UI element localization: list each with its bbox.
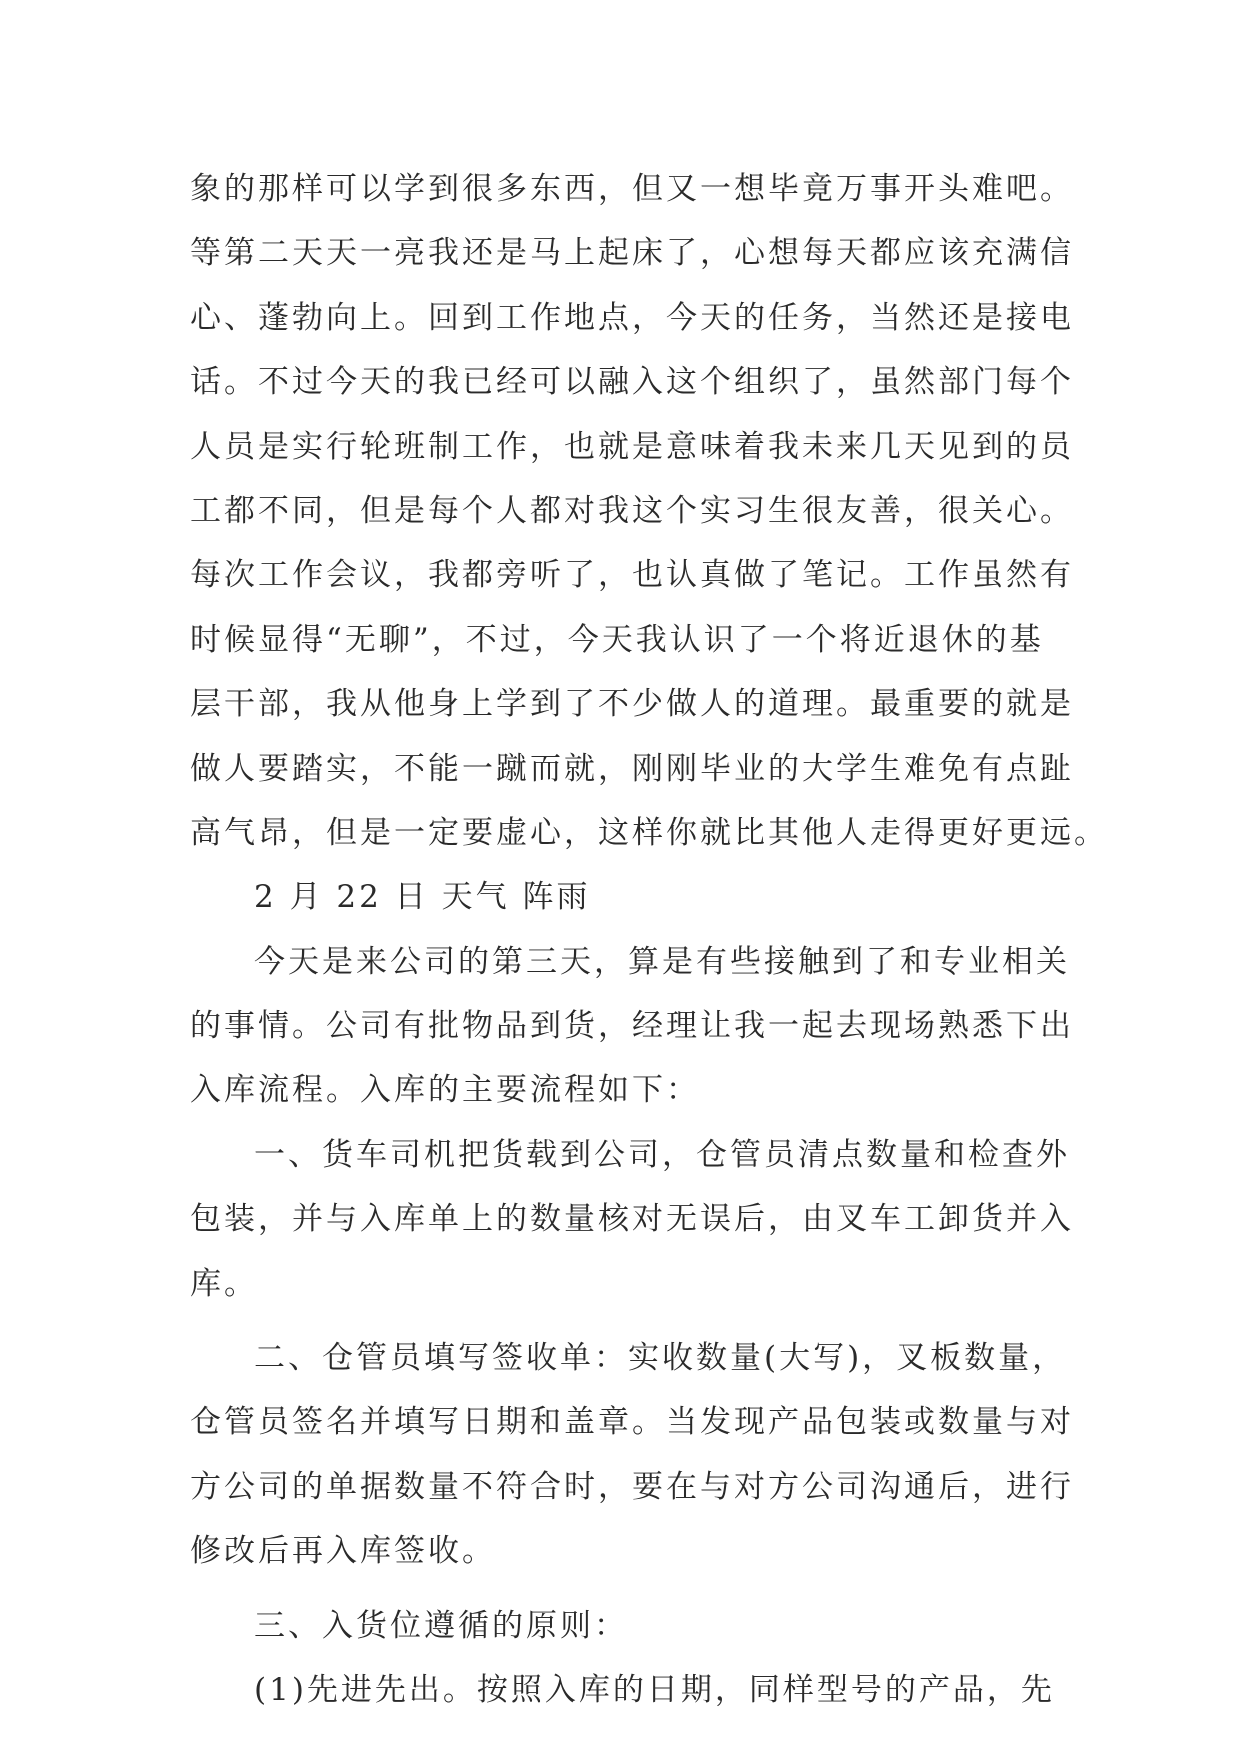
text-line: 工都不同，但是每个人都对我这个实习生很友善，很关心。	[190, 492, 1074, 529]
paragraph-start: 今天是来公司的第三天，算是有些接触到了和专业相关	[254, 943, 1070, 980]
text-line: 心、蓬勃向上。回到工作地点，今天的任务，当然还是接电	[190, 299, 1074, 336]
text-line: 每次工作会议，我都旁听了，也认真做了笔记。工作虽然有	[190, 557, 1074, 594]
text-line: 修改后再入库签收。	[190, 1533, 496, 1570]
text-line: 层干部，我从他身上学到了不少做人的道理。最重要的就是	[190, 686, 1074, 723]
sub-item-1: (1)先进先出。按照入库的日期，同样型号的产品，先	[254, 1671, 1055, 1708]
list-item-3: 三、入货位遵循的原则：	[254, 1607, 628, 1644]
text-line: 仓管员签名并填写日期和盖章。当发现产品包装或数量与对	[190, 1404, 1074, 1441]
text-line: 等第二天天一亮我还是马上起床了，心想每天都应该充满信	[190, 235, 1074, 272]
date-weather-heading: 2 月 22 日 天气 阵雨	[254, 879, 591, 916]
text-line: 入库流程。入库的主要流程如下：	[190, 1072, 700, 1109]
text-line: 包装，并与入库单上的数量核对无误后，由叉车工卸货并入	[190, 1201, 1074, 1238]
body-text	[190, 157, 1108, 1722]
list-item-1: 一、货车司机把货载到公司，仓管员清点数量和检查外	[254, 1136, 1070, 1173]
text-line: 的事情。公司有批物品到货，经理让我一起去现场熟悉下出	[190, 1008, 1074, 1045]
list-item-2: 二、仓管员填写签收单：实收数量(大写)，叉板数量，	[254, 1340, 1067, 1377]
text-line: 时候显得“无聊”，不过，今天我认识了一个将近退休的基	[190, 621, 1044, 658]
text-line: 做人要踏实，不能一蹴而就，刚刚毕业的大学生难免有点趾	[190, 750, 1074, 787]
paragraph-gap	[190, 1584, 1070, 1594]
text-line: 话。不过今天的我已经可以融入这个组织了，虽然部门每个	[190, 364, 1074, 401]
text-line: 象的那样可以学到很多东西，但又一想毕竟万事开头难吧。	[190, 171, 1074, 207]
paragraph-gap	[190, 1316, 1070, 1326]
text-line: 人员是实行轮班制工作，也就是意味着我未来几天见到的员	[190, 428, 1074, 465]
text-line: 高气昂，但是一定要虚心，这样你就比其他人走得更好更远。	[190, 814, 1108, 851]
text-line: 方公司的单据数量不符合时，要在与对方公司沟通后，进行	[190, 1468, 1074, 1505]
text-line: 库。	[190, 1265, 258, 1302]
